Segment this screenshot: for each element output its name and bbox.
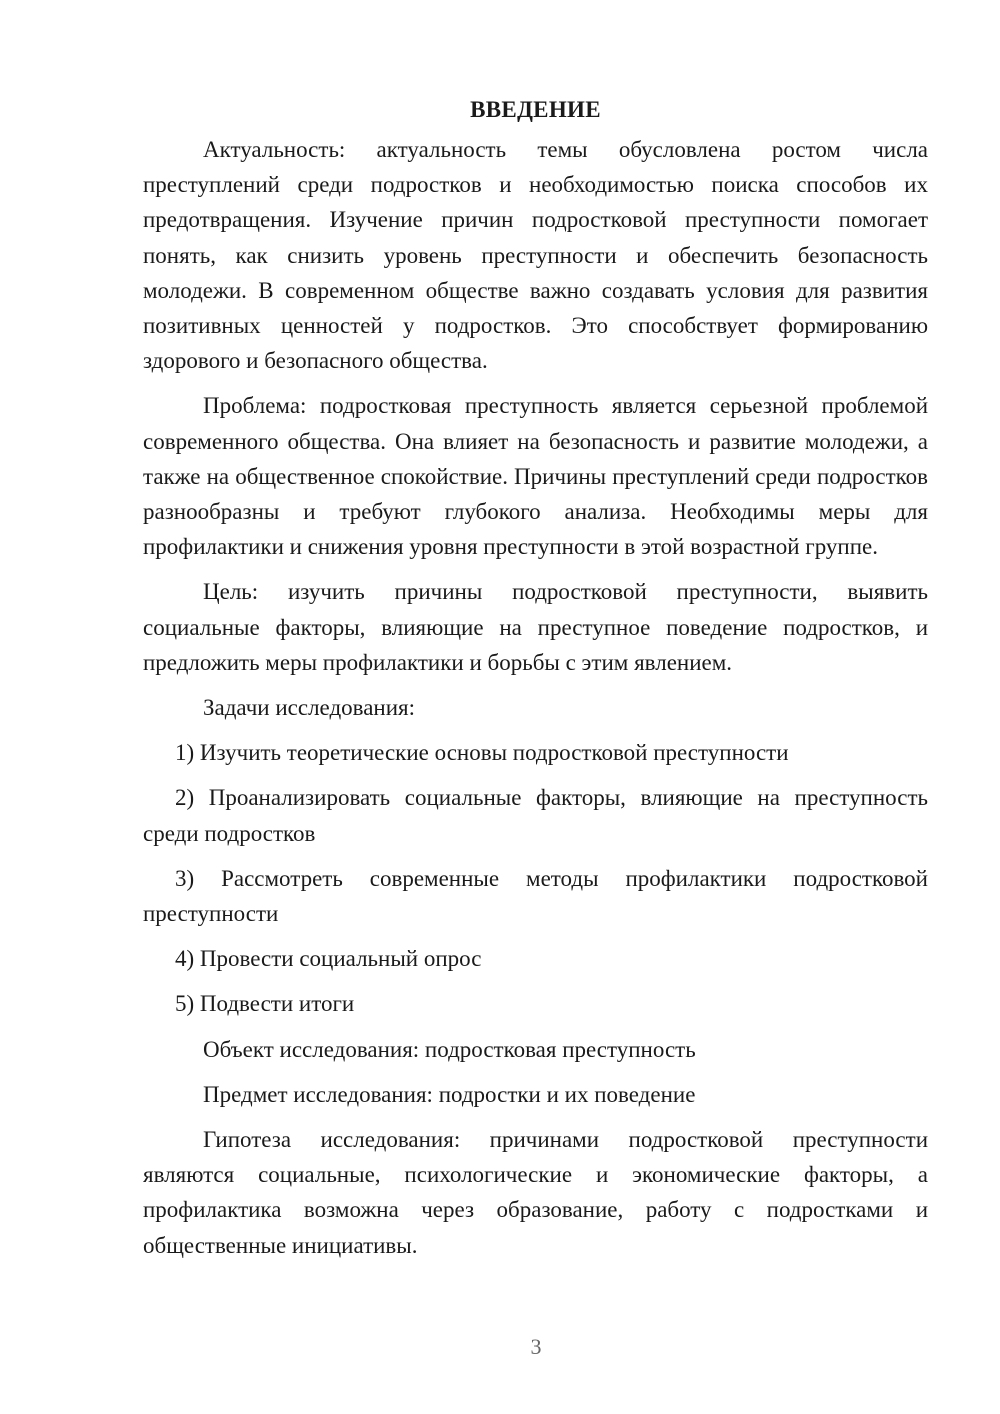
goal-paragraph: Цель: изучить причины подростковой преступности, выявить социальные факторы, влияющие на преступное поведение подростков, и предложить меры профилактики и борьбы с этим явлением. bbox=[143, 579, 928, 675]
tasks-heading: Задачи исследования: bbox=[203, 695, 416, 721]
task-item-1: 1) Изучить теоретические основы подростковой преступности bbox=[175, 740, 789, 766]
task-item-5: 5) Подвести итоги bbox=[175, 991, 355, 1017]
page-title: ВВЕДЕНИЕ bbox=[470, 97, 601, 122]
document-page bbox=[143, 92, 928, 1273]
task-item-2: 2) Проанализировать социальные факторы, влияющие на преступность среди подростков bbox=[143, 785, 928, 846]
task-item-4: 4) Провести социальный опрос bbox=[175, 946, 482, 972]
relevance-paragraph: Актуальность: актуальность темы обусловлена ростом числа преступлений среди подростков и необходимостью поиска способов их предотвращения. Изучение причин подростковой преступности помогает понять, как снизить уровень преступности и обеспечить безопасность молодежи. В современном обществе важно создавать условия для развития позитивных ценностей у подростков. Это способствует формированию здорового и безопасного общества. bbox=[143, 137, 928, 374]
problem-paragraph: Проблема: подростковая преступность является серьезной проблемой современного общества. Она влияет на безопасность и развитие молодежи, а также на общественное спокойствие. Причины преступлений среди подростков разнообразны и требуют глубокого анализа. Необходимы меры для профилактики и снижения уровня преступности в этой возрастной группе. bbox=[143, 393, 928, 560]
subject-paragraph: Предмет исследования: подростки и их поведение bbox=[203, 1081, 696, 1107]
hypothesis-paragraph: Гипотеза исследования: причинами подростковой преступности являются социальные, психологические и экономические факторы, а профилактика возможна через образование, работу с подростками и общественные инициативы. bbox=[143, 1127, 928, 1258]
object-paragraph: Объект исследования: подростковая преступность bbox=[203, 1036, 696, 1062]
task-item-3: 3) Рассмотреть современные методы профилактики подростковой преступности bbox=[143, 865, 928, 927]
page-number: 3 bbox=[530, 1334, 542, 1359]
